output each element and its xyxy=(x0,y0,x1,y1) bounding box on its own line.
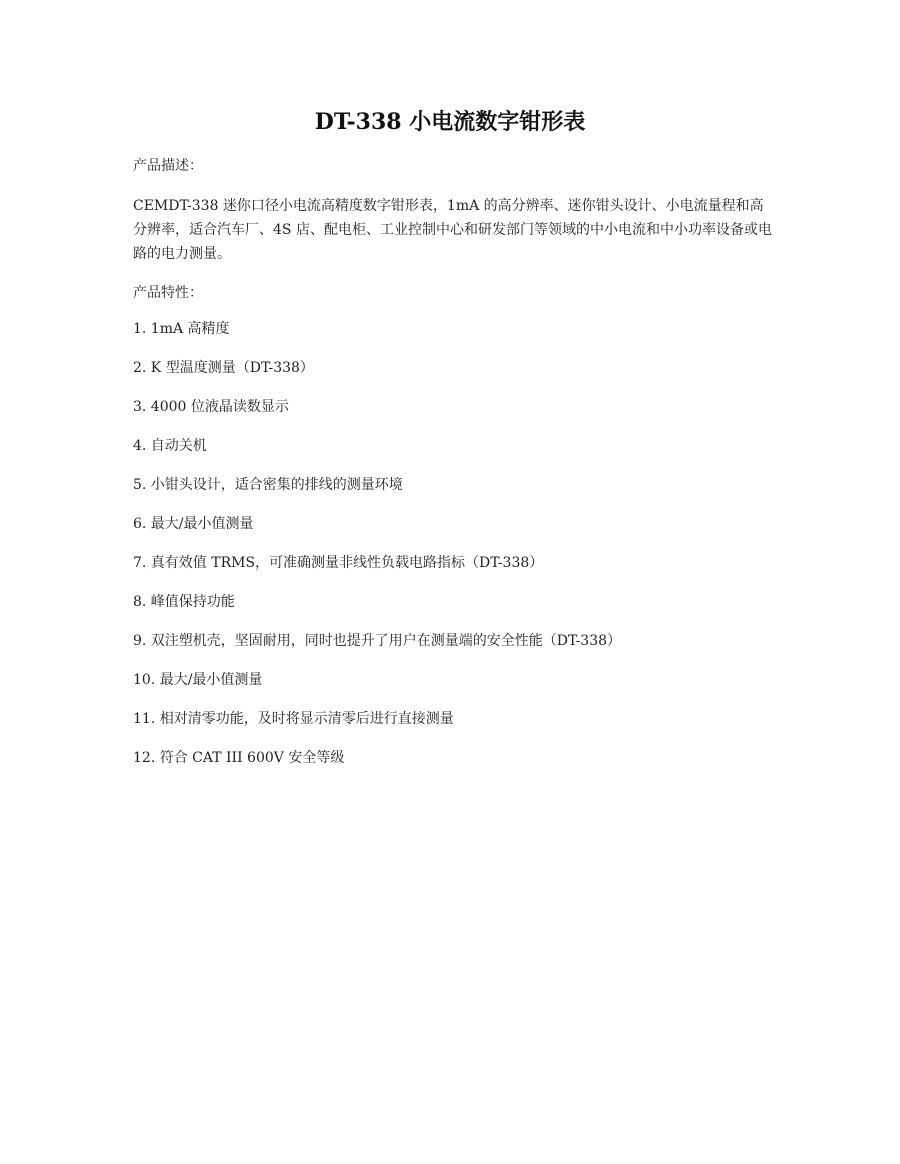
feature-item: 8. 峰值保持功能 xyxy=(133,594,235,610)
feature-item: 9. 双注塑机壳，坚固耐用，同时也提升了用户在测量端的安全性能（DT-338） xyxy=(133,633,622,649)
document-title: DT-338 小电流数字钳形表 xyxy=(314,109,586,135)
feature-item: 1. 1mA 高精度 xyxy=(133,321,230,337)
feature-item: 10. 最大/最小值测量 xyxy=(133,672,263,688)
feature-item: 3. 4000 位液晶读数显示 xyxy=(133,399,289,415)
feature-list xyxy=(133,318,621,786)
feature-item: 4. 自动关机 xyxy=(133,438,207,454)
feature-item: 7. 真有效值 TRMS，可准确测量非线性负载电路指标（DT-338） xyxy=(133,555,544,571)
feature-item: 11. 相对清零功能，及时将显示清零后进行直接测量 xyxy=(133,711,454,727)
feature-item: 6. 最大/最小值测量 xyxy=(133,516,254,532)
feature-item: 5. 小钳头设计，适合密集的排线的测量环境 xyxy=(133,477,403,493)
description-heading: 产品描述： xyxy=(133,158,203,174)
feature-item: 2. K 型温度测量（DT-338） xyxy=(133,360,314,376)
features-heading: 产品特性： xyxy=(133,285,203,301)
feature-item: 12. 符合 CAT III 600V 安全等级 xyxy=(133,750,345,766)
description-paragraph: CEMDT-338 迷你口径小电流高精度数字钳形表，1mA 的高分辨率、迷你钳头设计、小电流量程和高分辨率，适合汽车厂、4S 店、配电柜、工业控制中心和研发部门等领域的中小电流和中小功率设备或电路的电力测量。 xyxy=(133,198,772,262)
